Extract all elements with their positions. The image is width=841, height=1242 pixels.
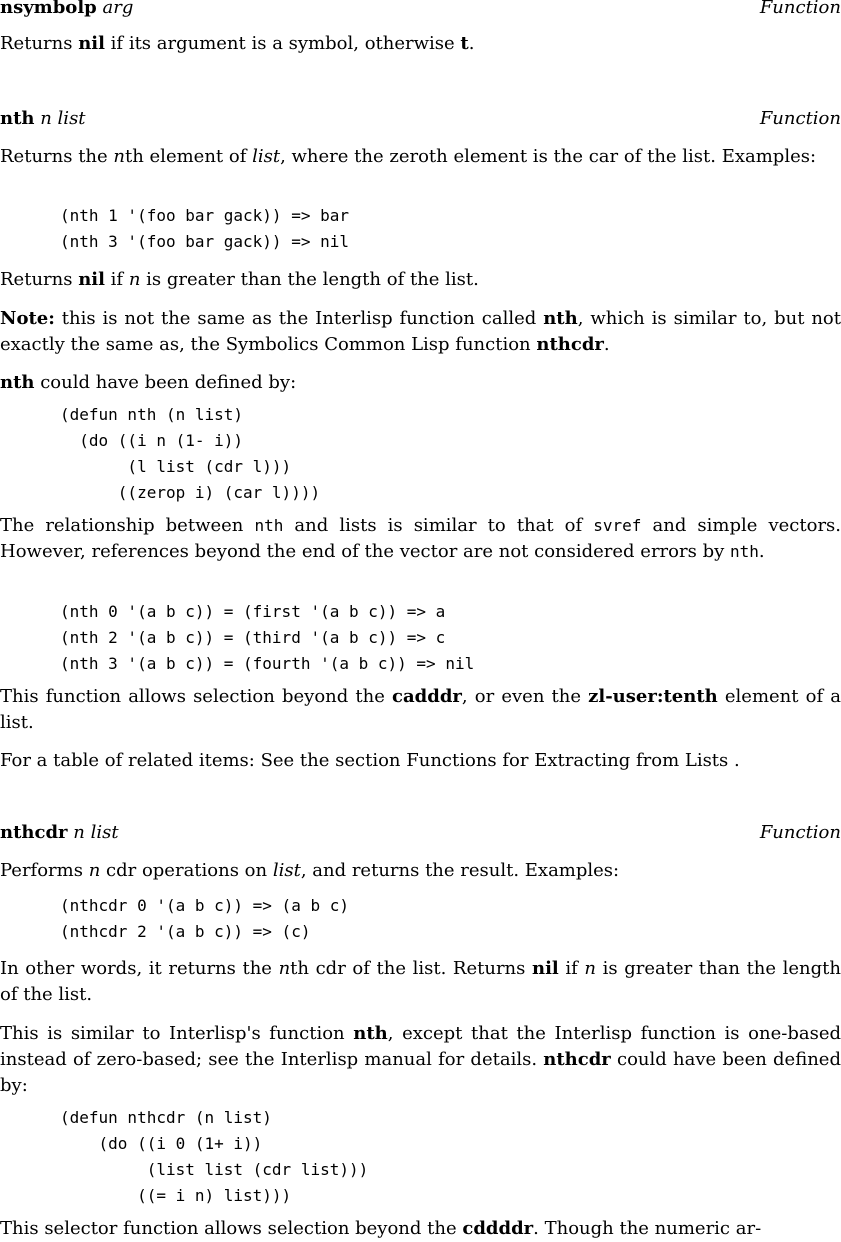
code-line: ((zerop i) (car l))))	[60, 483, 321, 502]
paragraph	[0, 1021, 841, 1099]
code-definition	[60, 402, 320, 506]
text: Returns the	[0, 146, 114, 167]
entry-kind: Function	[759, 0, 841, 18]
italic-term: list	[272, 860, 301, 881]
text: . Though the numeric ar-	[533, 1218, 762, 1239]
entry-header	[0, 820, 841, 846]
text: cdr operations on	[100, 860, 273, 881]
code-example	[60, 893, 349, 945]
text: In other words, it returns the	[0, 958, 279, 979]
bold-term: nthcdr	[543, 1049, 611, 1070]
note-paragraph	[0, 306, 841, 358]
bold-term: t	[460, 33, 469, 54]
code-example	[60, 203, 349, 255]
inline-code: nth	[254, 516, 284, 535]
code-definition	[60, 1105, 368, 1209]
text: if its argument is a symbol, otherwise	[104, 33, 461, 54]
bold-term: nthcdr	[536, 334, 604, 355]
entry-signature	[0, 820, 119, 846]
inline-code: svref	[593, 516, 642, 535]
function-args: arg	[102, 0, 134, 18]
italic-term: n	[278, 958, 291, 979]
text: .	[603, 334, 610, 355]
text: and lists is similar to that of	[283, 515, 594, 536]
text: is greater than the length of the list.	[0, 958, 841, 1005]
entry-signature	[0, 106, 86, 132]
bold-term: zl-user:tenth	[588, 686, 718, 707]
function-name: nth	[0, 108, 35, 129]
paragraph	[0, 1216, 841, 1242]
text: , and returns the result. Examples:	[300, 860, 620, 881]
text: if	[558, 958, 585, 979]
related-items-reference: For a table of related items: See the section Functions for Extracting from Lists .	[0, 750, 740, 771]
paragraph	[0, 144, 841, 170]
paragraph	[0, 858, 841, 884]
paragraph	[0, 684, 841, 736]
text: , where the zeroth element is the car of the list. Examples:	[280, 146, 817, 167]
function-name: nthcdr	[0, 822, 68, 843]
text: , which is similar to, but not exactly the same as, the Symbolics Common Lisp function	[0, 308, 841, 355]
note-label: Note:	[0, 308, 55, 329]
text: The relationship between	[0, 515, 255, 536]
bold-term: nth	[543, 308, 578, 329]
paragraph	[0, 267, 841, 293]
entry-nthcdr	[0, 820, 841, 1239]
inline-code: nth	[729, 542, 759, 561]
text: element of a list.	[0, 686, 841, 733]
paragraph	[0, 956, 841, 1008]
entry-description	[0, 31, 841, 57]
code-line: ((= i n) list)))	[60, 1186, 292, 1205]
code-line: (defun nth (n list)	[60, 405, 244, 424]
text: and simple vectors. However, references beyond the end of the vector are not considered errors by	[0, 515, 841, 562]
code-line: (nth 3 '(a b c)) = (fourth '(a b c)) => nil	[60, 654, 475, 673]
text: This is similar to Interlisp's function	[0, 1023, 354, 1044]
code-line: (do ((i 0 (1+ i))	[60, 1134, 263, 1153]
entry-signature	[0, 0, 133, 21]
code-line: (nthcdr 0 '(a b c)) => (a b c)	[60, 896, 349, 915]
text: this is not the same as the Interlisp function called	[54, 308, 544, 329]
text: if	[104, 269, 129, 290]
text: th cdr of the list. Returns	[290, 958, 532, 979]
code-line: (nthcdr 2 '(a b c)) => (c)	[60, 922, 311, 941]
italic-term: list	[252, 146, 281, 167]
bold-term: cadddr	[392, 686, 462, 707]
text: .	[758, 541, 765, 562]
text: Performs	[0, 860, 89, 881]
code-line: (do ((i n (1- i))	[60, 431, 244, 450]
text: could have been defined by:	[34, 372, 297, 393]
text: Returns	[0, 269, 79, 290]
paragraph	[0, 513, 841, 565]
text: This selector function allows selection beyond the	[0, 1218, 463, 1239]
italic-term: n	[128, 269, 141, 290]
text: could have been defined by:	[0, 1049, 841, 1096]
function-args: n list	[40, 108, 86, 129]
entry-nth	[0, 106, 841, 771]
text: , except that the Interlisp function is one-based instead of zero-based; see the Interlisp manual for details.	[0, 1023, 841, 1070]
text: This function allows selection beyond the	[0, 686, 393, 707]
code-line: (defun nthcdr (n list)	[60, 1108, 272, 1127]
function-args: n list	[73, 822, 119, 843]
italic-term: n	[584, 958, 596, 979]
code-line: (list list (cdr list)))	[60, 1160, 369, 1179]
bold-term: nth	[0, 372, 35, 393]
entry-kind: Function	[759, 822, 841, 843]
code-line: (l list (cdr l)))	[60, 457, 292, 476]
bold-term: nth	[353, 1023, 388, 1044]
code-line: (nth 0 '(a b c)) = (first '(a b c)) => a	[60, 602, 446, 621]
text: , or even the	[461, 686, 589, 707]
bold-term: nil	[78, 269, 105, 290]
entry-nsymbolp	[0, 0, 841, 54]
bold-term: nil	[78, 33, 105, 54]
entry-kind: Function	[759, 108, 841, 129]
text: is greater than the length of the list.	[140, 269, 479, 290]
code-line: (nth 2 '(a b c)) = (third '(a b c)) => c	[60, 628, 446, 647]
code-line: (nth 1 '(foo bar gack)) => bar	[60, 206, 349, 225]
text: .	[468, 33, 475, 54]
paragraph	[0, 370, 841, 396]
code-line: (nth 3 '(foo bar gack)) => nil	[60, 232, 349, 251]
italic-term: n	[113, 146, 125, 167]
function-name: nsymbolp	[0, 0, 97, 18]
code-example	[60, 599, 474, 677]
italic-term: n	[88, 860, 101, 881]
text: th element of	[124, 146, 253, 167]
text: Returns	[0, 33, 79, 54]
entry-header	[0, 106, 841, 132]
bold-term: nil	[532, 958, 559, 979]
entry-header	[0, 0, 841, 21]
bold-term: cddddr	[462, 1218, 534, 1239]
